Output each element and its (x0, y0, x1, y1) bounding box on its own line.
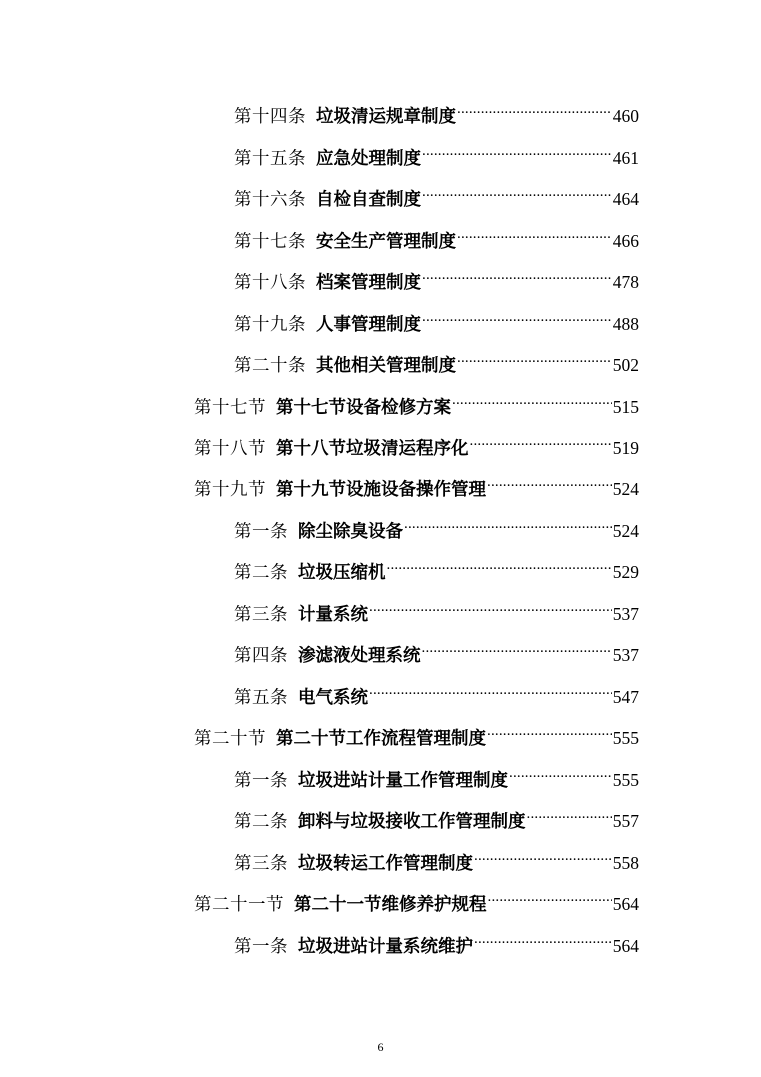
toc-entry-page: 537 (612, 604, 639, 624)
toc-entry[interactable] (234, 96, 639, 127)
toc-entry-title: 第十九节设施设备操作管理 (276, 480, 486, 500)
toc-entry-title: 垃圾清运规章制度 (316, 107, 456, 127)
toc-leader-dots (457, 96, 612, 122)
toc-entry[interactable] (234, 926, 639, 957)
toc-entry-page: 547 (612, 687, 639, 707)
toc-entry-number: 第三条 (234, 854, 288, 874)
toc-leader-dots (422, 262, 612, 288)
toc-entry-page: 537 (612, 645, 639, 665)
toc-entry-number: 第十九条 (234, 315, 306, 335)
toc-entry-page: 515 (612, 397, 639, 417)
toc-entry-title: 渗滤液处理系统 (298, 646, 421, 666)
toc-entry-title: 垃圾进站计量工作管理制度 (298, 771, 508, 791)
toc-entry-page: 519 (612, 438, 639, 458)
toc-leader-dots (457, 345, 612, 371)
page-number: 6 (377, 1040, 384, 1054)
toc-entry-page: 464 (612, 189, 639, 209)
toc-entry-page: 488 (612, 314, 639, 334)
toc-entry[interactable] (234, 221, 639, 252)
toc-entry-title: 垃圾转运工作管理制度 (298, 854, 473, 874)
toc-entry[interactable] (234, 511, 639, 542)
toc-entry-title: 其他相关管理制度 (316, 356, 456, 376)
toc-entry[interactable] (234, 262, 639, 293)
toc-entry-page: 529 (612, 562, 639, 582)
toc-entry[interactable] (234, 345, 639, 376)
toc-entry-number: 第十五条 (234, 149, 306, 169)
toc-entry-title: 人事管理制度 (316, 315, 421, 335)
toc-entry-page: 460 (612, 106, 639, 126)
toc-entry-number: 第五条 (234, 688, 288, 708)
toc-entry[interactable] (234, 304, 639, 335)
toc-leader-dots (488, 884, 612, 910)
toc-entry-page: 557 (612, 811, 639, 831)
toc-entry-number: 第三条 (234, 605, 288, 625)
toc-entry[interactable] (234, 635, 639, 666)
toc-entry-title: 卸料与垃圾接收工作管理制度 (298, 812, 526, 832)
toc-entry-number: 第二条 (234, 812, 288, 832)
toc-entry[interactable] (194, 428, 639, 459)
toc-entry-number: 第十七节 (194, 398, 266, 418)
toc-entry[interactable] (194, 469, 639, 500)
toc-entry[interactable] (234, 801, 639, 832)
toc-entry-number: 第十八节 (194, 439, 266, 459)
toc-entry-title: 计量系统 (298, 605, 368, 625)
toc-entry-number: 第二十条 (234, 356, 306, 376)
toc-leader-dots (487, 469, 612, 495)
toc-entry[interactable] (234, 552, 639, 583)
toc-leader-dots (470, 428, 612, 454)
toc-entry-title: 第十七节设备检修方案 (276, 398, 451, 418)
toc-entry-page: 564 (612, 936, 639, 956)
toc-leader-dots (404, 511, 612, 537)
toc-entry-title: 档案管理制度 (316, 273, 421, 293)
toc-leader-dots (474, 926, 612, 952)
toc-leader-dots (527, 801, 612, 827)
toc-entry-number: 第二十节 (194, 729, 266, 749)
toc-entry-page: 461 (612, 148, 639, 168)
toc-leader-dots (422, 179, 612, 205)
toc-entry[interactable] (234, 677, 639, 708)
toc-entry-title: 应急处理制度 (316, 149, 421, 169)
toc-leader-dots (452, 387, 612, 413)
toc-entry-title: 除尘除臭设备 (298, 522, 403, 542)
toc-leader-dots (487, 718, 612, 744)
toc-leader-dots (457, 221, 612, 247)
toc-entry-page: 524 (612, 479, 639, 499)
toc-entry-page: 466 (612, 231, 639, 251)
toc-leader-dots (509, 760, 612, 786)
toc-entry-number: 第二条 (234, 563, 288, 583)
toc-entry-page: 478 (612, 272, 639, 292)
toc-entry-title: 第十八节垃圾清运程序化 (276, 439, 469, 459)
toc-leader-dots (422, 304, 612, 330)
toc-entry-number: 第十八条 (234, 273, 306, 293)
toc-entry-page: 564 (612, 894, 639, 914)
toc-entry-title: 自检自查制度 (316, 190, 421, 210)
toc-entry[interactable] (234, 138, 639, 169)
toc-entry[interactable] (234, 179, 639, 210)
toc-entry-number: 第四条 (234, 646, 288, 666)
toc-entry-page: 555 (612, 728, 639, 748)
toc-entry-page: 524 (612, 521, 639, 541)
toc-leader-dots (369, 677, 612, 703)
toc-entry-number: 第一条 (234, 771, 288, 791)
toc-entry-number: 第十九节 (194, 480, 266, 500)
toc-leader-dots (387, 552, 612, 578)
toc-entry-number: 第十六条 (234, 190, 306, 210)
toc-entry-title: 第二十一节维修养护规程 (294, 895, 487, 915)
toc-entry[interactable] (234, 843, 639, 874)
toc-entry-title: 垃圾进站计量系统维护 (298, 937, 473, 957)
toc-leader-dots (369, 594, 612, 620)
toc-entry-page: 502 (612, 355, 639, 375)
toc-leader-dots (422, 635, 612, 661)
toc-entry-title: 垃圾压缩机 (298, 563, 386, 583)
toc-entry-page: 555 (612, 770, 639, 790)
toc-leader-dots (422, 138, 612, 164)
toc-leader-dots (474, 843, 612, 869)
toc-entry[interactable] (194, 387, 639, 418)
toc-entry-number: 第二十一节 (194, 895, 284, 915)
toc-entry-title: 电气系统 (298, 688, 368, 708)
toc-entry-page: 558 (612, 853, 639, 873)
toc-entry-number: 第十四条 (234, 107, 306, 127)
toc-entry-title: 安全生产管理制度 (316, 232, 456, 252)
toc-entry-number: 第十七条 (234, 232, 306, 252)
toc-entry[interactable] (194, 884, 639, 915)
toc-entry[interactable] (194, 718, 639, 749)
toc-entry-title: 第二十节工作流程管理制度 (276, 729, 486, 749)
toc-entry[interactable] (234, 594, 639, 625)
toc-entry-number: 第一条 (234, 937, 288, 957)
toc-entry[interactable] (234, 760, 639, 791)
toc-entry-number: 第一条 (234, 522, 288, 542)
